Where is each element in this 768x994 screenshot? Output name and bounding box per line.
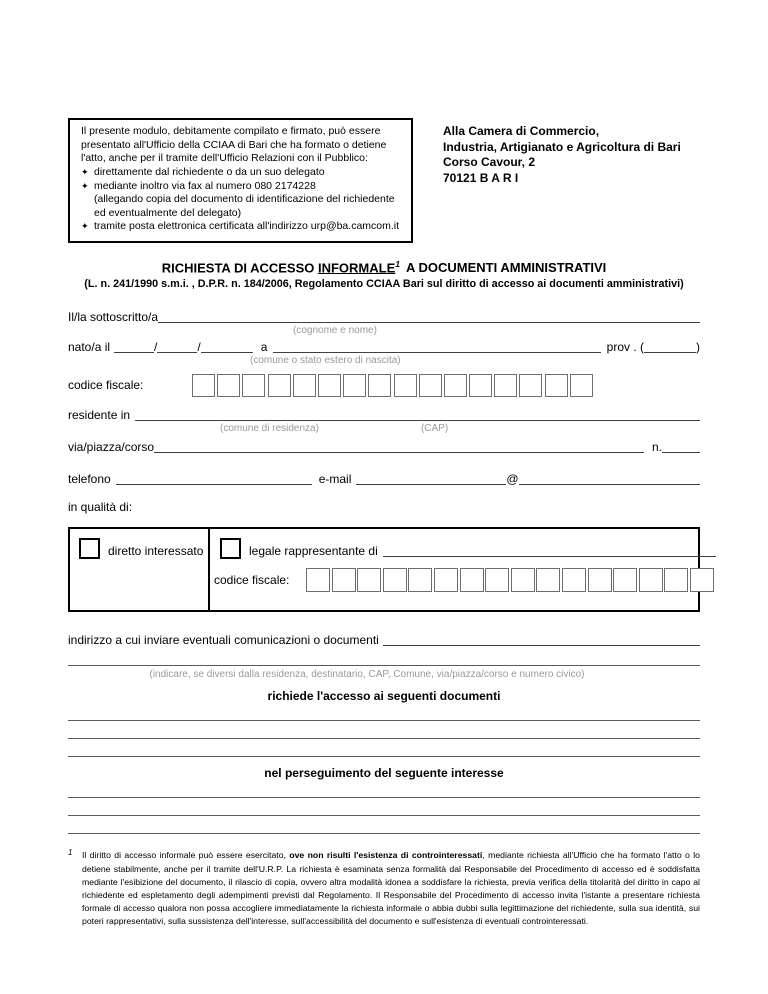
- codice-fiscale-cell[interactable]: [639, 568, 663, 592]
- bullet-item: [81, 166, 403, 180]
- sottoscritto-label: Il/la sottoscritto/a: [68, 310, 159, 325]
- telefono-line[interactable]: [116, 472, 312, 485]
- via-line[interactable]: [154, 440, 644, 453]
- a-label: a: [260, 340, 268, 355]
- codice-fiscale-cell[interactable]: [690, 568, 714, 592]
- section-interesse-heading: nel perseguimento del seguente interesse: [264, 766, 504, 781]
- recipient-line: Industria, Artigianato e Agricoltura di Bari: [443, 139, 681, 154]
- bullet-item: [81, 180, 403, 194]
- birth-place-line[interactable]: [273, 340, 600, 353]
- diamond-bullet-icon: ✦: [81, 180, 89, 191]
- codice-fiscale-label: codice fiscale:: [68, 378, 144, 393]
- row-qualita: [68, 500, 700, 515]
- title-pre: RICHIESTA DI ACCESSO: [161, 260, 318, 276]
- prov-line[interactable]: [644, 340, 696, 353]
- recipient-address: [443, 118, 681, 186]
- footnote-text-pre: Il diritto di accesso informale può essere esercitato,: [82, 850, 290, 861]
- row-sottoscritto: [68, 310, 700, 325]
- row-contatti: [68, 472, 700, 487]
- row-indirizzo: [68, 633, 700, 648]
- codice-fiscale-cell[interactable]: [306, 568, 330, 592]
- codice-fiscale-cell[interactable]: [460, 568, 484, 592]
- row-codice-fiscale: [68, 374, 700, 397]
- qualita-label: in qualità di:: [68, 500, 133, 515]
- codice-fiscale-cell[interactable]: [664, 568, 688, 592]
- codice-fiscale-cell[interactable]: [343, 374, 366, 397]
- at-symbol: @: [506, 472, 519, 487]
- footnote: [68, 849, 700, 927]
- email-domain-line[interactable]: [519, 472, 700, 485]
- row-nascita: [68, 340, 700, 355]
- email-local-line[interactable]: [356, 472, 506, 485]
- codice-fiscale-cell[interactable]: [485, 568, 509, 592]
- blank-line[interactable]: [68, 721, 700, 739]
- codice-fiscale-cell[interactable]: [217, 374, 240, 397]
- indirizzo-label: indirizzo a cui inviare eventuali comunicazioni o documenti: [68, 633, 379, 648]
- via-label: via/piazza/corso: [68, 440, 155, 455]
- codice-fiscale-cell[interactable]: [434, 568, 458, 592]
- row-residenza: [68, 408, 700, 423]
- codice-fiscale-legale-boxes: [306, 568, 716, 592]
- codice-fiscale-cell[interactable]: [511, 568, 535, 592]
- interesse-lines: [68, 780, 700, 834]
- legale-rappresentante-option: [214, 538, 716, 559]
- bullet-text: direttamente dal richiedente o da un suo delegato: [94, 165, 325, 178]
- bullet-item: [81, 220, 403, 234]
- birth-year-line[interactable]: [201, 340, 253, 353]
- blank-line[interactable]: [68, 816, 700, 834]
- section-richiede-heading: richiede l'accesso ai seguenti documenti: [267, 689, 501, 704]
- codice-fiscale-cell[interactable]: [613, 568, 637, 592]
- info-intro: Il presente modulo, debitamente compilato e firmato, può essere presentato all'Ufficio della CCIAA di Bari che ha formato o detiene l'atto, anche per il tramite dell'Ufficio Relazioni con il Pubblico:: [81, 125, 387, 165]
- bullet-text: mediante inoltro via fax al numero 080 2174228: [94, 179, 316, 192]
- hint-nascita-row: [68, 355, 700, 367]
- blank-line[interactable]: [68, 739, 700, 757]
- sottoscritto-line[interactable]: [158, 310, 700, 323]
- birth-month-line[interactable]: [157, 340, 197, 353]
- slash: /: [154, 340, 158, 355]
- footnote-text-post: , mediante richiesta all'Ufficio che ha formato l'atto o lo detiene stabilmente, anche per il tramite dell'U.R.P. La richiesta è esaminata senza formalità dal Responsabile del Procedimento di accesso ed è soddisfatta mediante l'esibizione del documento, il rilascio di copia, ovvero altra modalità idonea a soddisfare la richiesta, previa verifica della titolarità del diritto in capo al richiedente ed espletamento degli adempimenti previsti dal Regolamento. Il Responsabile del Procedimento di accesso invita l'istante a presentare richiesta formale di accesso qualora non possa accogliere immediatamente la richiesta informale o abbia dubbi sulla legittimazione del richiedente, sulla sua identità, sui poteri rappresentativi, sulla sussistenza dell'interesse, sull'accessibilità del documento e sull'esistenza di eventuali controinteressati.: [82, 850, 700, 926]
- legale-rappresentante-label: legale rappresentante di: [249, 544, 378, 559]
- codice-fiscale-cell[interactable]: [332, 568, 356, 592]
- codice-fiscale-cell[interactable]: [357, 568, 381, 592]
- diamond-bullet-icon: ✦: [81, 166, 89, 177]
- diamond-bullet-icon: ✦: [81, 221, 89, 232]
- indirizzo-line-1[interactable]: [383, 633, 700, 646]
- codice-fiscale-cell[interactable]: [519, 374, 542, 397]
- numero-line[interactable]: [662, 440, 700, 453]
- hint-cognome-row: [68, 325, 700, 337]
- title-footnote-ref: 1: [395, 259, 400, 270]
- qualita-right-cell: [210, 529, 726, 610]
- codice-fiscale-cell[interactable]: [562, 568, 586, 592]
- codice-fiscale-cell[interactable]: [444, 374, 467, 397]
- submission-info-box: [68, 118, 413, 243]
- codice-fiscale-cell[interactable]: [394, 374, 417, 397]
- hint-nascita: (comune o stato estero di nascita): [250, 355, 401, 367]
- codice-fiscale-cell[interactable]: [588, 568, 612, 592]
- prov-close: ): [696, 340, 700, 355]
- diretto-interessato-option: [79, 538, 208, 559]
- codice-fiscale-cell[interactable]: [383, 568, 407, 592]
- header: [68, 118, 700, 243]
- codice-fiscale-cell[interactable]: [545, 374, 568, 397]
- legale-rappresentante-line[interactable]: [383, 544, 716, 557]
- codice-fiscale-cell[interactable]: [408, 568, 432, 592]
- codice-fiscale-cell[interactable]: [192, 374, 215, 397]
- blank-line[interactable]: [68, 703, 700, 721]
- hint-indirizzo: (indicare, se diversi dalla residenza, destinatario, CAP, Comune, via/piazza/corso e numero civico): [149, 669, 585, 681]
- diretto-interessato-label: diretto interessato: [108, 544, 204, 559]
- codice-fiscale-cell[interactable]: [494, 374, 517, 397]
- bullet-subtext: (allegando copia del documento di identificazione del richiedente ed eventualmente del delegato): [94, 193, 395, 219]
- indirizzo-line-2[interactable]: [68, 648, 700, 666]
- recipient-line: Alla Camera di Commercio,: [443, 124, 600, 138]
- documents-lines: [68, 703, 700, 757]
- nato-label: nato/a il: [68, 340, 111, 355]
- row-via: [68, 440, 700, 455]
- qualita-box: [68, 527, 700, 612]
- recipient-line: 70121 B A R I: [443, 170, 519, 185]
- hint-residenza-row: [68, 423, 700, 435]
- slash: /: [197, 340, 201, 355]
- row-codice-fiscale-legale: [214, 568, 716, 592]
- footnote-text-bold: ove non risulti l'esistenza di controinteressati: [289, 850, 483, 861]
- codice-fiscale-cell[interactable]: [419, 374, 442, 397]
- recipient-line: Corso Cavour, 2: [443, 155, 536, 170]
- legale-rappresentante-checkbox[interactable]: [220, 538, 241, 559]
- form-subtitle: (L. n. 241/1990 s.m.i. , D.P.R. n. 184/2006, Regolamento CCIAA Bari sul diritto di accesso ai documenti amministrativi): [84, 278, 684, 291]
- residenza-line[interactable]: [135, 408, 700, 421]
- email-label: e-mail: [318, 472, 352, 487]
- numero-label: n.: [651, 440, 662, 455]
- codice-fiscale-label: codice fiscale:: [214, 573, 290, 588]
- title-underlined: INFORMALE: [317, 260, 396, 276]
- codice-fiscale-cell[interactable]: [242, 374, 265, 397]
- qualita-left-cell: [70, 529, 210, 610]
- bullet-text: tramite posta elettronica certificata all'indirizzo urp@ba.camcom.it: [94, 220, 400, 233]
- blank-line[interactable]: [68, 780, 700, 798]
- hint-cap: (CAP): [420, 423, 449, 435]
- codice-fiscale-cell[interactable]: [318, 374, 341, 397]
- residente-label: residente in: [68, 408, 131, 423]
- prov-label: prov . (: [606, 340, 644, 355]
- title-block: [68, 259, 700, 290]
- hint-comune-residenza: (comune di residenza): [220, 423, 319, 435]
- codice-fiscale-cell[interactable]: [368, 374, 391, 397]
- telefono-label: telefono: [68, 472, 111, 487]
- codice-fiscale-cell[interactable]: [469, 374, 492, 397]
- codice-fiscale-cell[interactable]: [570, 374, 593, 397]
- birth-day-line[interactable]: [114, 340, 154, 353]
- diretto-interessato-checkbox[interactable]: [79, 538, 100, 559]
- title-post: A DOCUMENTI AMMINISTRATIVI: [406, 260, 607, 276]
- codice-fiscale-boxes: [192, 374, 595, 397]
- footnote-marker: 1: [68, 848, 73, 858]
- blank-line[interactable]: [68, 798, 700, 816]
- codice-fiscale-cell[interactable]: [293, 374, 316, 397]
- hint-cognome: (cognome e nome): [293, 325, 377, 337]
- codice-fiscale-cell[interactable]: [536, 568, 560, 592]
- form-content: [68, 118, 700, 928]
- form-title: [68, 259, 700, 275]
- codice-fiscale-cell[interactable]: [268, 374, 291, 397]
